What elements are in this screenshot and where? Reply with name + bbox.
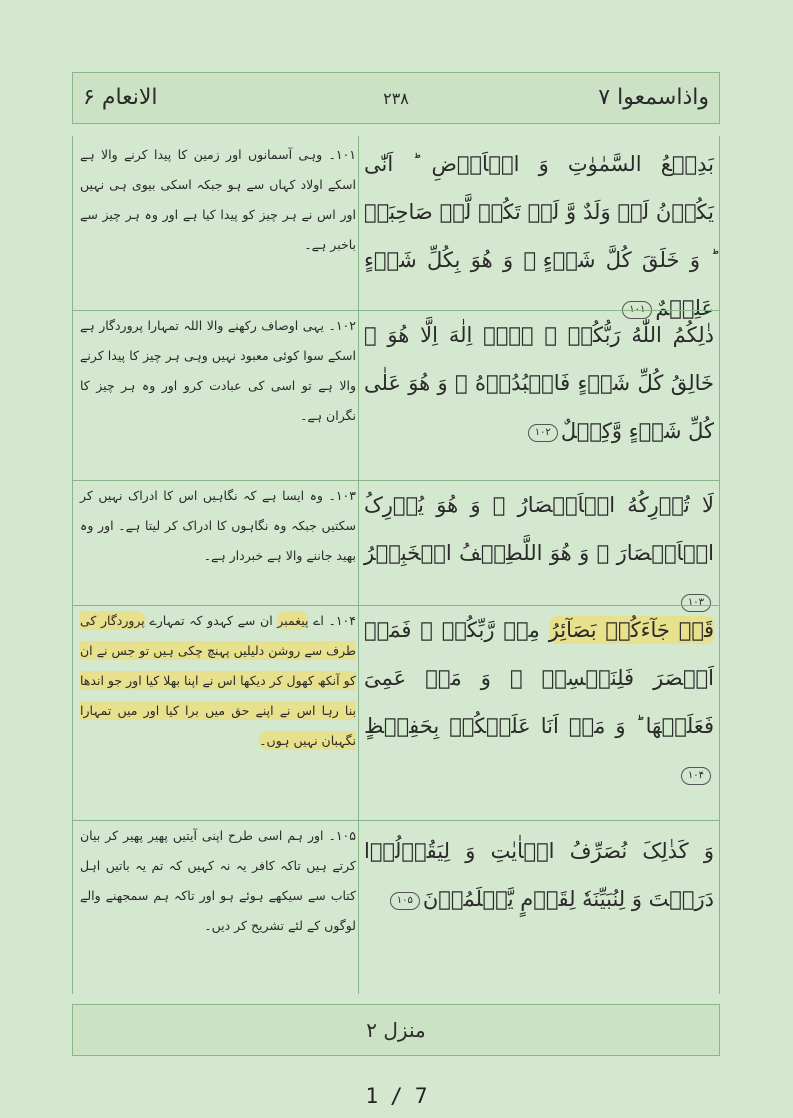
verse-row-104	[72, 605, 720, 821]
urdu-translation: ۱۰۳۔ وہ ایسا ہے کہ نگاہیں اس کا ادراک نہیں کر سکتیں جبکہ وہ نگاہوں کا ادراک کر لیتا ہے۔ اور وہ بھید جاننے والا ہے خبردار ہے۔	[80, 488, 356, 563]
page-indicator	[0, 1084, 793, 1108]
highlighted-urdu: پیغمبر	[277, 613, 309, 628]
arabic-text: وَ کَذٰلِکَ نُصَرِّفُ الۡاٰیٰتِ وَ لِیَقُوۡلُوۡا دَرَسۡتَ وَ لِنُبَیِّنَهٗ لِقَوۡمٍ یَّعۡلَمُوۡنَ	[364, 839, 714, 911]
urdu-translation: ۱۰۵۔ اور ہم اسی طرح اپنی آیتیں پھیر پھیر کر بیان کرتے ہیں تاکہ کافر یہ نہ کہیں کہ تم یہ باتیں اہل کتاب سے سیکھے ہوئے ہو اور تاکہ ہم سمجھنے والے لوگوں کے لئے تشریح کر دیں۔	[80, 828, 356, 933]
arabic-text: لَا تُدۡرِکُهُ الۡاَبۡصَارُ ۫ وَ هُوَ یُدۡرِکُ الۡاَبۡصَارَ ۚ وَ هُوَ اللَّطِیۡفُ الۡخَبِیۡرُ	[364, 493, 714, 565]
arabic-verse	[364, 481, 714, 625]
ayah-marker: ۱۰۳	[681, 594, 711, 612]
verse-row-103	[72, 480, 720, 606]
highlighted-urdu: پروردگار کی طرف سے روشن دلیلیں پہنچ چکی ہیں تو جس نے ان کو آنکھ کھول کر دیکھا اس نے اپنا بھلا کیا اور جو اندھا بنا رہا اس نے اپنے حق میں برا کیا اور میں تمہارا نگہبان نہیں ہوں۔	[80, 613, 356, 748]
verse-row-102	[72, 310, 720, 481]
urdu-translation	[80, 606, 356, 756]
juz-title: واذاسمعوا ۷	[598, 85, 709, 110]
arabic-text: بَدِیۡعُ السَّمٰوٰتِ وَ الۡاَرۡضِ ؕ اَنّٰی یَکُوۡنُ لَہٗ وَلَدٌ وَّ لَمۡ تَکُنۡ لَّہٗ صَاحِبَۃٌ ؕ وَ خَلَقَ کُلَّ شَیۡءٍ ۚ وَ هُوَ بِکُلِّ شَیۡءٍ عَلِیۡمٌ	[364, 152, 714, 320]
ayah-marker: ۱۰۴	[681, 767, 711, 785]
ayah-marker: ۱۰۱	[622, 301, 652, 319]
total-pages: 7	[414, 1084, 428, 1108]
verse-row-105	[72, 820, 720, 995]
arabic-verse	[364, 311, 714, 455]
arabic-text: مِنۡ رَّبِّکُمۡ ۚ فَمَنۡ اَبۡصَرَ فَلِنَفۡسِهٖ ۚ وَ مَنۡ عَمِیَ فَعَلَیۡهَا ؕ وَ مَاۤ اَنَا عَلَیۡکُمۡ بِحَفِیۡظٍ	[364, 618, 714, 738]
current-page: 1	[365, 1084, 379, 1108]
arabic-verse	[364, 827, 714, 923]
urdu-mid: ان سے کہدو کہ تمہارے	[149, 613, 273, 628]
urdu-lead: ۱۰۴۔ اے	[313, 613, 356, 628]
verse-row-101	[72, 140, 720, 320]
page-number: ۲۳۸	[383, 89, 409, 108]
page-separator: /	[390, 1084, 403, 1108]
arabic-text: ذٰلِکُمُ اللّٰهُ رَبُّکُمۡ ۚ لَاۤ اِلٰهَ اِلَّا هُوَ ۚ خَالِقُ کُلِّ شَیۡءٍ فَاعۡبُدُوۡهُ ۚ وَ هُوَ عَلٰی کُلِّ شَیۡءٍ وَّکِیۡلٌ	[364, 323, 714, 443]
ayah-marker: ۱۰۲	[528, 424, 558, 442]
manzil-footer: منزل ۲	[72, 1004, 720, 1056]
page-header	[72, 72, 720, 124]
surah-title: الانعام ۶	[83, 85, 158, 110]
arabic-verse	[364, 140, 714, 332]
arabic-verse	[364, 606, 714, 798]
urdu-translation: ۱۰۱۔ وہی آسمانوں اور زمین کا پیدا کرنے والا ہے اسکے اولاد کہاں سے ہو جبکہ اسکی بیوی ہی نہیں اور اس نے ہر چیز کو پیدا کیا ہے اور وہ ہر چیز سے باخبر ہے۔	[80, 147, 356, 252]
highlighted-arabic: قَدۡ جَآءَکُمۡ بَصَآئِرُ	[548, 618, 714, 642]
urdu-translation: ۱۰۲۔ یہی اوصاف رکھنے والا اللہ تمہارا پروردگار ہے اسکے سوا کوئی معبود نہیں وہی ہر چیز کا پیدا کرنے والا ہے تو اسی کی عبادت کرو اور وہ ہر چیز کا نگران ہے۔	[80, 318, 356, 423]
ayah-marker: ۱۰۵	[390, 892, 420, 910]
